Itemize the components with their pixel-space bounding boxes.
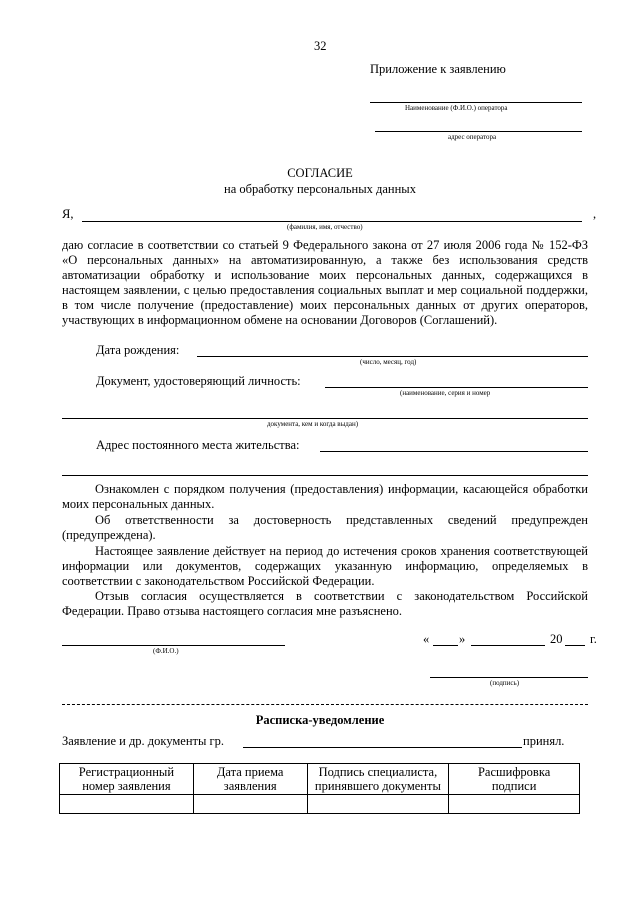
- receipt-cell-specialist: [307, 795, 449, 814]
- receipt-table-header-row: [60, 764, 580, 795]
- receipt-col-date: [193, 764, 307, 795]
- doc-caption-2: документа, кем и когда выдан): [267, 420, 359, 428]
- paragraph-revocation: Отзыв согласия осуществляется в соответствии с законодательством Российской Федерации. Право отзыва настоящего согласия мне разъяснено.: [62, 589, 588, 618]
- date-open-quote: «: [423, 632, 430, 646]
- receipt-cell-registration: [60, 795, 194, 814]
- receipt-col-decoding-line2: подписи: [491, 779, 537, 793]
- cut-line: [62, 704, 588, 705]
- fio-line: [82, 221, 582, 222]
- consent-title: СОГЛАСИЕ: [287, 166, 353, 180]
- receipt-accepted: принял.: [523, 734, 565, 748]
- date-close-quote: »: [459, 632, 466, 646]
- operator-address-line: [375, 131, 582, 132]
- receipt-col-decoding-line1: Расшифровка: [477, 765, 551, 779]
- fio-sign-caption: (Ф.И.О.): [153, 647, 179, 655]
- page-number: 32: [314, 39, 327, 53]
- consent-main-text: даю согласие в соответствии со статьей 9 Федерального закона от 27 июля 2006 года № 152-ФЗ «О персональных данных» на автоматизированную, а также без использования средств автоматизации обработку и использование моих персональных данных, содержащихся в настоящем заявлении, с целью предоставления социальных выплат и мер социальной поддержки, в том числе получение (предоставление) моих персональных данных от других операторов, участвующих в информационном обмене на основании Договоров (Соглашений).: [62, 238, 588, 327]
- receipt-col-date-line1: Дата приема: [216, 765, 284, 779]
- i-label: Я,: [62, 207, 74, 221]
- address-line-1: [320, 451, 588, 452]
- paragraph-responsibility: Об ответственности за достоверность представленных сведений предупрежден (предупреждена).: [62, 513, 588, 542]
- receipt-col-registration: [60, 764, 194, 795]
- operator-name-caption: Наименование (Ф.И.О.) оператора: [405, 104, 508, 112]
- receipt-cell-date: [193, 795, 307, 814]
- date-month-line: [471, 645, 545, 646]
- address-label: Адрес постоянного места жительства:: [96, 438, 300, 452]
- paragraph-validity: Настоящее заявление действует на период до истечения сроков хранения соответствующей информации или документов, содержащих указанную информацию, определяемых в соответствии с законодательством Российской Федерации.: [62, 544, 588, 588]
- receipt-col-registration-line1: Регистрационный: [78, 765, 175, 779]
- fio-sign-line: [62, 645, 285, 646]
- receipt-col-date-line2: заявления: [223, 779, 277, 793]
- fio-end-punct: ,: [593, 207, 597, 221]
- operator-address-caption: адрес оператора: [448, 133, 497, 141]
- address-line-2: [62, 475, 588, 476]
- doc-label: Документ, удостоверяющий личность:: [96, 374, 301, 388]
- signature-caption: (подпись): [490, 679, 520, 687]
- doc-caption-1: (наименование, серия и номер: [400, 389, 491, 397]
- birth-line: [197, 356, 588, 357]
- receipt-name-line: [243, 747, 522, 748]
- paragraph-acquainted: Ознакомлен с порядком получения (предоставления) информации, касающейся обработки моих персональных данных.: [62, 482, 588, 511]
- year-suffix: г.: [590, 632, 597, 646]
- date-day-line: [433, 645, 458, 646]
- receipt-col-decoding: [449, 764, 580, 795]
- receipt-col-specialist-line2: принявшего документы: [314, 779, 441, 793]
- receipt-col-specialist-line1: Подпись специалиста,: [318, 765, 438, 779]
- date-year-line: [565, 645, 585, 646]
- signature-line: [430, 677, 588, 678]
- receipt-col-specialist: [307, 764, 449, 795]
- appendix-title: Приложение к заявлению: [370, 62, 506, 76]
- consent-subtitle: на обработку персональных данных: [224, 182, 416, 196]
- birth-caption: (число, месяц, год): [360, 358, 417, 366]
- doc-line-1: [325, 387, 588, 388]
- receipt-title: Расписка-уведомление: [255, 713, 385, 727]
- receipt-cell-decoding: [449, 795, 580, 814]
- operator-name-line: [370, 102, 582, 103]
- birth-label: Дата рождения:: [96, 343, 180, 357]
- receipt-line-label: Заявление и др. документы гр.: [62, 734, 225, 748]
- receipt-col-registration-line2: номер заявления: [82, 779, 171, 793]
- year-prefix: 20: [550, 632, 563, 646]
- receipt-table: [59, 763, 580, 814]
- doc-line-2: [62, 418, 588, 419]
- fio-caption: (фамилия, имя, отчество): [287, 223, 363, 231]
- receipt-table-row: [60, 795, 580, 814]
